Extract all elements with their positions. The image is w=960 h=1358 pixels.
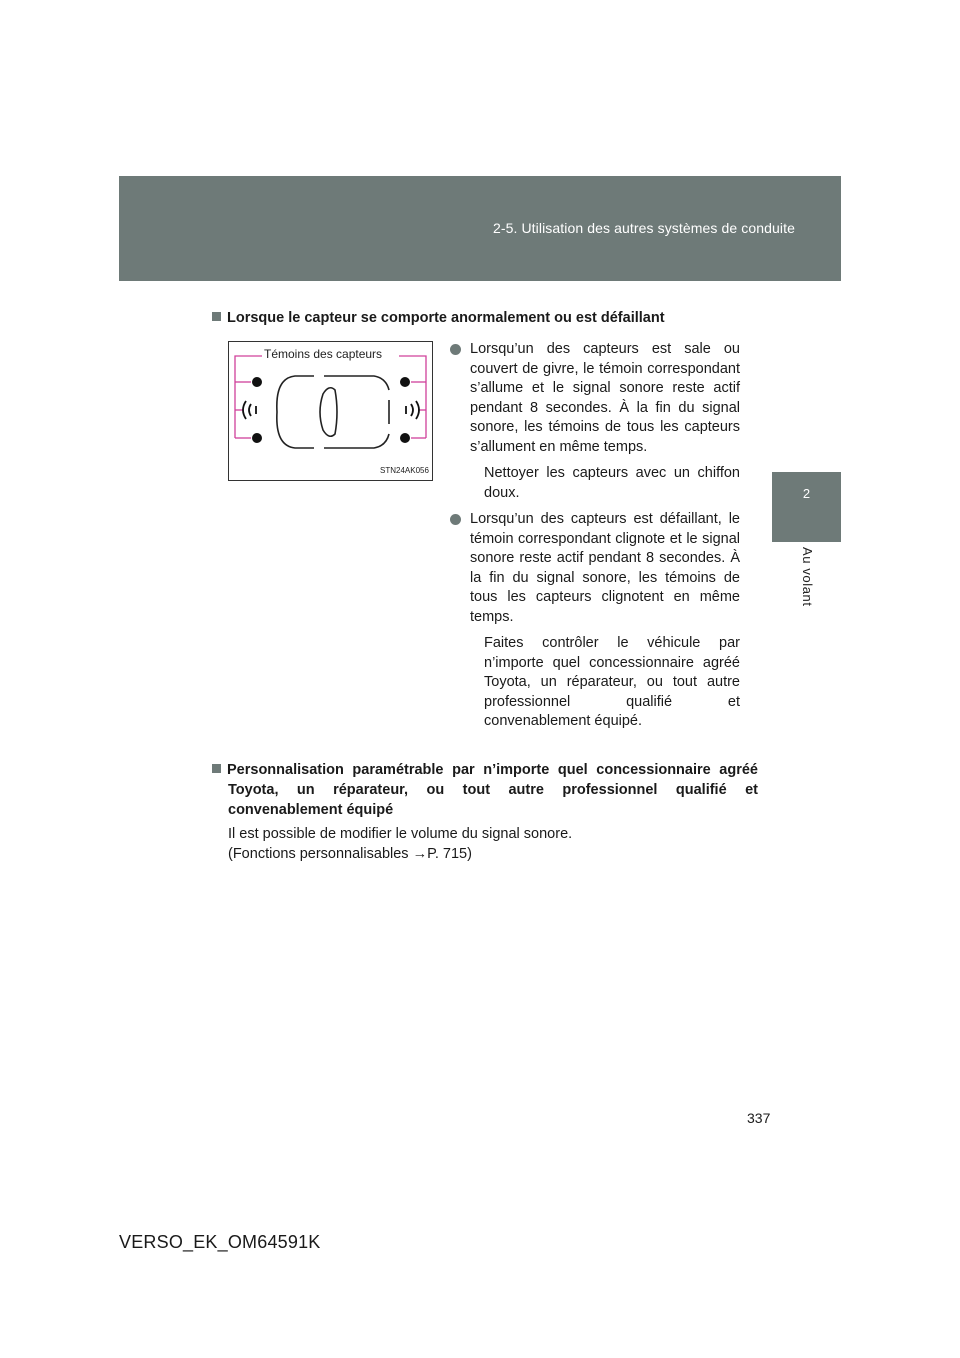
customization-line: Il est possible de modifier le volume du signal sonore. (228, 826, 573, 842)
list-item: Lorsqu’un des capteurs est défaillant, le témoin correspondant clignote et le signal sonore reste actif pendant 8 secondes. À la fin du signal sonore, les témoins de tous les capteurs clignotent en même temps. (450, 510, 740, 627)
customization-reference[interactable]: (Fonctions personnalisables →P. 715) (228, 845, 472, 862)
customization-text (228, 825, 748, 864)
document-id: VERSO_EK_OM64591K (119, 1232, 321, 1252)
car-sensors-illustration (229, 342, 432, 480)
page-number: 337 (747, 1110, 771, 1126)
chapter-number: 2 (802, 486, 811, 501)
round-bullet-icon (450, 344, 461, 355)
sensor-lamps (252, 377, 410, 443)
list-item: Lorsqu’un des capteurs est sale ou couvert de givre, le témoin correspondant s’allume et le signal sonore reste actif pendant 8 secondes. À la fin du signal sonore, les témoins de tous les capteurs s’allument en même temps. (450, 340, 740, 457)
bullet-note: Nettoyer les capteurs avec un chiffon doux. (484, 465, 740, 501)
section-title: 2-5. Utilisation des autres systèmes de conduite (492, 220, 795, 236)
bullet-note: Faites contrôler le véhicule par n’importe quel concessionnaire agréé Toyota, un réparateur, ou tout autre professionnel qualifié et convenablement équipé. (484, 635, 740, 729)
figure-label: Témoins des capteurs (264, 347, 383, 361)
square-bullet-icon (212, 764, 221, 773)
leader-lines (235, 356, 426, 438)
round-bullet-icon (450, 514, 461, 525)
square-bullet-icon (212, 312, 221, 321)
heading-customization: Personnalisation paramétrable par n’importe quel concessionnaire agréé Toyota, un réparateur, ou tout autre professionnel qualifié et convenablement équipé (212, 760, 758, 820)
heading-sensor-malfunction: Lorsque le capteur se comporte anormalement ou est défaillant (212, 308, 752, 328)
chapter-label: Au volant (800, 547, 815, 607)
car-outline (277, 376, 389, 448)
malfunction-bullets (450, 340, 740, 739)
figure-code: STN24AK056 (380, 466, 429, 475)
header-band (119, 176, 841, 281)
sound-wave-icons (243, 401, 419, 419)
chapter-tab (772, 472, 841, 542)
sensor-indicator-figure (228, 341, 433, 481)
